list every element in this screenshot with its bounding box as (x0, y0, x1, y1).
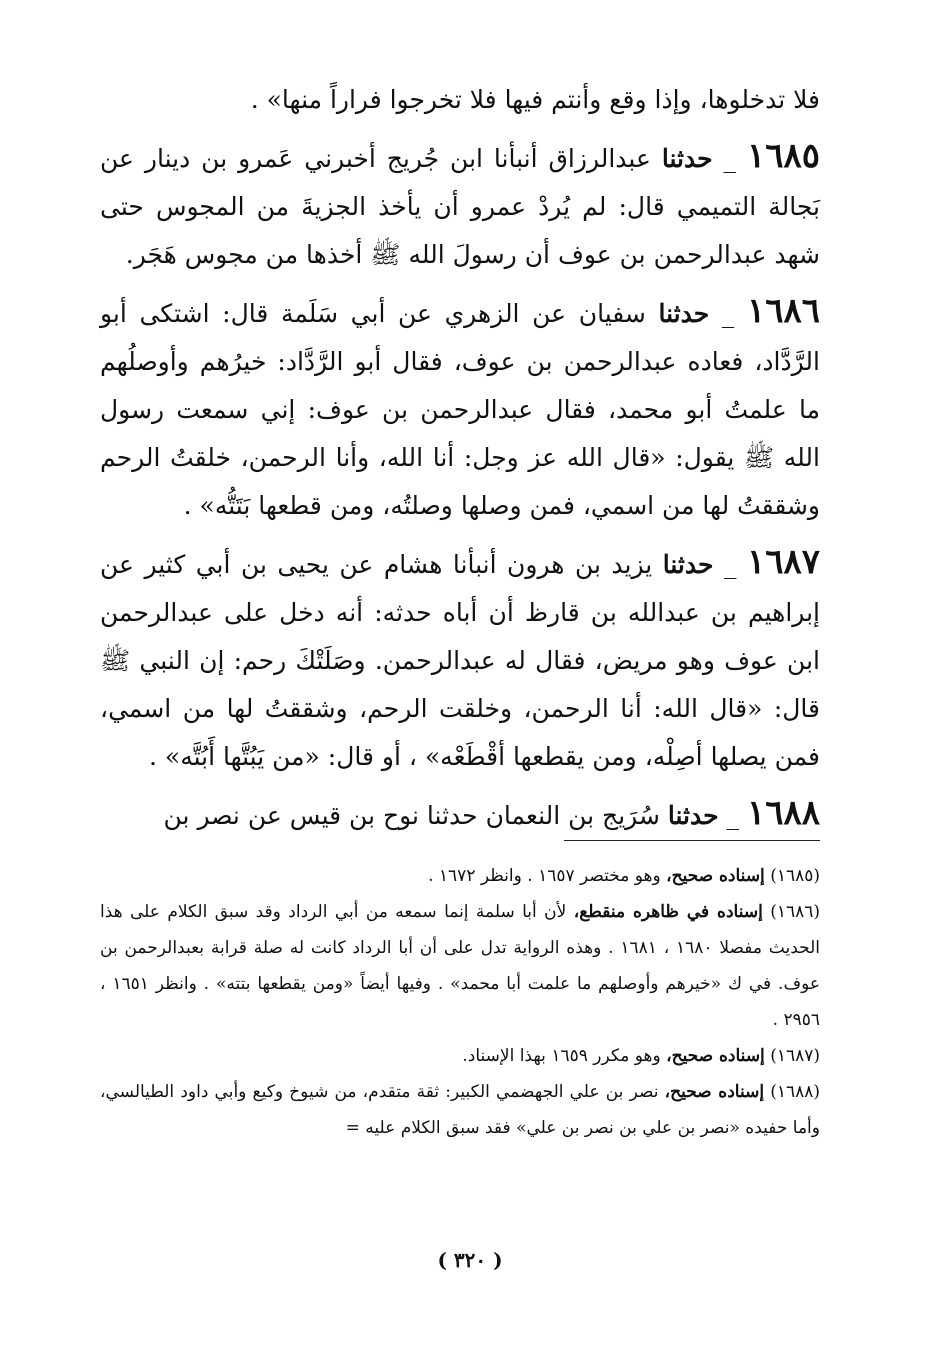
intro-line: فلا تدخلوها، وإذا وقع وأنتم فيها فلا تخرجوا فراراً منها» . (250, 85, 820, 114)
hadith-lead: حدثنا (658, 299, 710, 328)
dash: _ (713, 550, 737, 579)
footnote-divider (564, 840, 820, 841)
footnote-text: نصر بن علي الجهضمي الكبير: ثقة متقدم، من شيوخ وكيع وأبي داود الطيالسي، وأما حفيده «نصر بن علي بن نصر بن علي» فقد سبق الكلام عليه = (100, 1082, 820, 1138)
hadith-number: ١٦٨٥ (746, 136, 820, 176)
hadith-number: ١٦٨٦ (746, 291, 820, 331)
footnotes (100, 858, 820, 1146)
footnote-number: (١٦٨٧) (770, 1046, 820, 1066)
hadith-lead: حدثنا (667, 801, 719, 830)
page-number: ( ٣٢٠ ) (437, 1248, 503, 1272)
footnote-number: (١٦٨٥) (770, 866, 820, 886)
hadith-number: ١٦٨٨ (746, 793, 820, 833)
footnote-grading: إسناده صحيح، (666, 1046, 765, 1066)
hadith-text: سفيان عن الزهري عن أبي سَلَمة قال: اشتكى أبو الرَّدَّاد، فعاده عبدالرحمن بن عوف، فقال أبو الرَّدَّاد: خيرُهم وأوصلُهم ما علمتُ أبو محمد، فقال عبدالرحمن بن عوف: إني سمعت رسول الله ﷺ يقول: «قال الله عز وجل: أنا الله، وأنا الرحمن، خلقتُ الرحم وشققتُ لها من اسمي، فمن وصلها وصلتُه، ومن قطعها بَتَتُّه» . (100, 299, 820, 520)
footnote-1688 (100, 1074, 820, 1146)
footnote-number: (١٦٨٨) (770, 1082, 821, 1102)
hadith-1686 (100, 287, 820, 530)
hadith-text: عبدالرزاق أنبأنا ابن جُريج أخبرني عَمرو بن دينار عن بَجالة التميمي قال: لم يُردْ عمرو أن يأخذ الجزيةَ من المجوس حتى شهد عبدالرحمن بن عوف أن رسولَ الله ﷺ أخذها من مجوس هَجَر. (100, 144, 820, 269)
dash: _ (709, 299, 735, 328)
footnote-grading: إسناده صحيح، (666, 866, 765, 886)
main-text (100, 76, 820, 848)
hadith-1687 (100, 538, 820, 781)
footnote-1685 (100, 858, 820, 894)
footnote-1686 (100, 894, 820, 1038)
hadith-1685 (100, 132, 820, 279)
hadith-number: ١٦٨٧ (746, 542, 821, 582)
dash: _ (718, 801, 739, 830)
footnote-text: وهو مختصر ١٦٥٧ . وانظر ١٦٧٢ . (428, 866, 661, 886)
footnote-grading: إسناده في ظاهره منقطع، (573, 902, 763, 922)
footnote-text: وهو مكرر ١٦٥٩ بهذا الإسناد. (462, 1046, 661, 1066)
hadith-1688 (100, 789, 820, 840)
hadith-lead: حدثنا (662, 550, 714, 579)
hadith-lead: حدثنا (661, 144, 713, 173)
hadith-text: سُرَيج بن النعمان حدثنا نوح بن قيس عن نصر بن (163, 801, 660, 830)
dash: _ (712, 144, 736, 173)
footnote-text: لأن أبا سلمة إنما سمعه من أبي الرداد وقد سبق الكلام على هذا الحديث مفصلا ١٦٨٠ ، ١٦٨١ . وهذه الرواية تدل على أن أبا الرداد كانت له صلة قرابة بعبدالرحمن بن عوف. في ك «خيرهم وأوصلهم ما علمت أبا محمد» . وفيها أيضاً «ومن يقطعها بتته» . وانظر ١٦٥١ ، ٢٩٥٦ . (100, 902, 821, 1030)
footnote-1687 (100, 1038, 820, 1074)
hadith-text: يزيد بن هرون أنبأنا هشام عن يحيى بن أبي كثير عن إبراهيم بن عبدالله بن قارظ أن أباه حدثه: أنه دخل على عبدالرحمن ابن عوف وهو مريض، فقال له عبدالرحمن. وصَلَتْكَ رحم: إن النبي ﷺ قال: «قال الله: أنا الرحمن، وخلقت الرحم، وشققتُ لها من اسمي، فمن يصلها أصِلْه، ومن يقطعها أقْطَعْه» ، أو قال: «من يَبُتَّها أَبُتَّه» . (100, 550, 820, 771)
footnote-grading: إسناده صحيح، (664, 1082, 765, 1102)
footnote-number: (١٦٨٦) (770, 902, 821, 922)
